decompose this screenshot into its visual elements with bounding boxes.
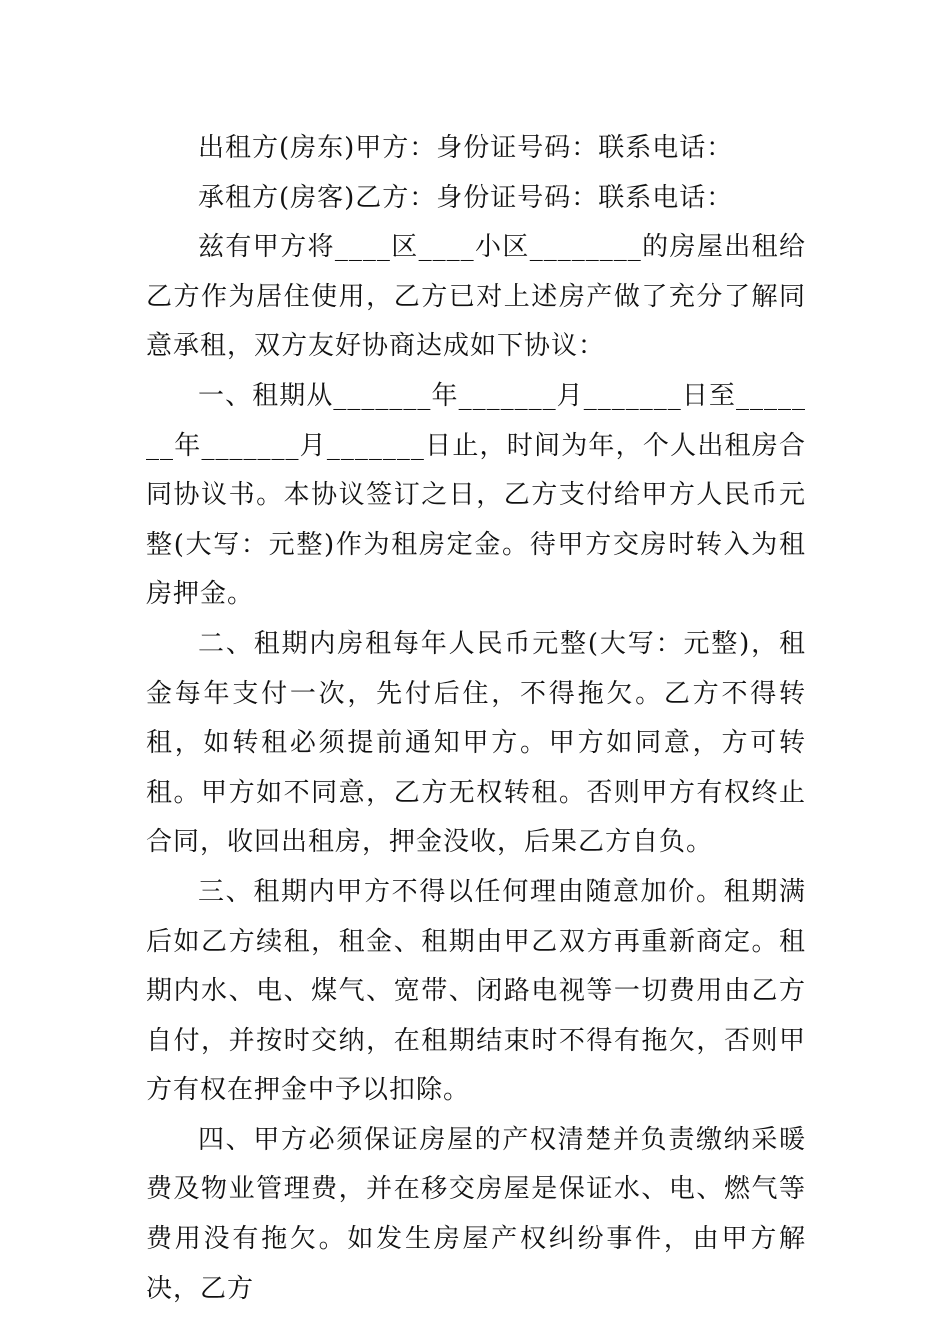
paragraph-clause-1: 一、租期从_______年_______月_______日至_______年_______月_______日止，时间为年，个人出租房合同协议书。本协议签订之日，乙方支付给甲方人民币元整(大写：元整)作为租房定金。待甲方交房时转入为租房押金。 bbox=[146, 380, 806, 610]
document-body bbox=[146, 124, 806, 1314]
paragraph-clause-3: 三、租期内甲方不得以任何理由随意加价。租期满后如乙方续租，租金、租期由甲乙双方再重新商定。租期内水、电、煤气、宽带、闭路电视等一切费用由乙方自付，并按时交纳，在租期结束时不得有拖欠，否则甲方有权在押金中予以扣除。 bbox=[146, 876, 806, 1106]
paragraph-preamble: 兹有甲方将____区____小区________的房屋出租给乙方作为居住使用，乙方已对上述房产做了充分了解同意承租，双方友好协商达成如下协议： bbox=[146, 232, 806, 362]
paragraph-clause-2: 二、租期内房租每年人民币元整(大写：元整)，租金每年支付一次，先付后住，不得拖欠。乙方不得转租，如转租必须提前通知甲方。甲方如同意，方可转租。甲方如不同意，乙方无权转租。否则甲方有权终止合同，收回出租房，押金没收，后果乙方自负。 bbox=[146, 628, 806, 858]
paragraph-lessor-info: 出租方(房东)甲方：身份证号码：联系电话： bbox=[198, 133, 734, 163]
paragraph-clause-4: 四、甲方必须保证房屋的产权清楚并负责缴纳采暖费及物业管理费，并在移交房屋是保证水、电、燃气等费用没有拖欠。如发生房屋产权纠纷事件，由甲方解决，乙方 bbox=[146, 1124, 806, 1304]
paragraph-lessee-info: 承租方(房客)乙方：身份证号码：联系电话： bbox=[198, 182, 734, 213]
